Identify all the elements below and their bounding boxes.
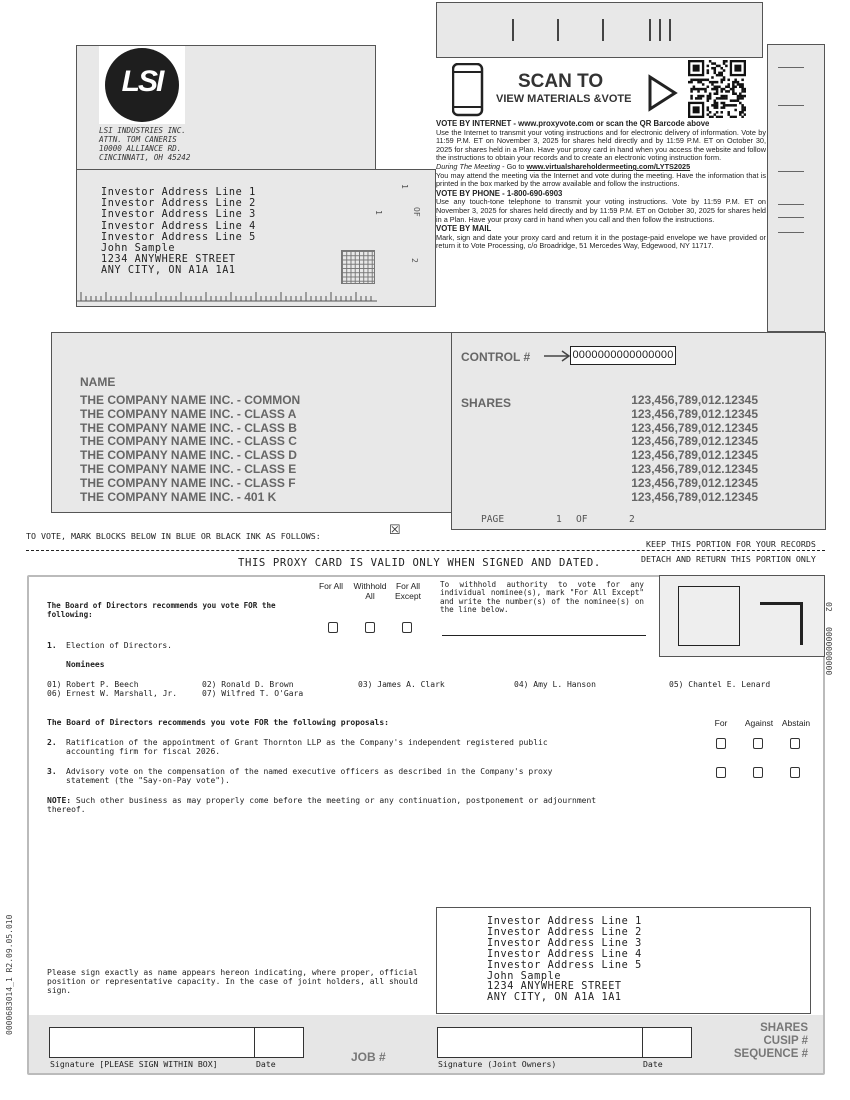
company-logo: [99, 46, 185, 124]
note-label: NOTE:: [47, 796, 72, 805]
holdings-box: [51, 332, 453, 513]
nominee-2: 02) Ronald D. Brown: [202, 680, 294, 689]
holding-name-3: THE COMPANY NAME INC. - CLASS C: [80, 434, 297, 449]
return-investor-line-2: Investor Address Line 2: [487, 926, 642, 938]
col-against: Against: [744, 718, 774, 728]
col-for: For: [714, 718, 728, 728]
meeting-goto: - Go to: [500, 161, 527, 171]
vote-phone-heading: VOTE BY PHONE - 1-800-690-6903: [436, 188, 563, 198]
signature-date-box[interactable]: [254, 1027, 304, 1058]
postnet-barcode-box: [436, 2, 763, 58]
share-amount-4: 123,456,789,012.12345: [631, 448, 758, 463]
nominee-7: 07) Wilfred T. O'Gara: [202, 689, 304, 698]
item3-text: Advisory vote on the compensation of the named executive officers as described in the Company's proxy statement (the "Say-on-Pay vote").: [66, 767, 553, 785]
share-amount-6: 123,456,789,012.12345: [631, 475, 758, 490]
nominee-3: 03) James A. Clark: [358, 680, 445, 689]
qr-code[interactable]: [688, 60, 746, 118]
holding-name-4: THE COMPANY NAME INC. - CLASS D: [80, 448, 297, 463]
investor-line-1: Investor Address Line 1: [101, 187, 256, 198]
item3-for-checkbox[interactable]: [716, 767, 726, 778]
investor-line-5: Investor Address Line 5: [101, 231, 256, 243]
page-num: 1: [556, 514, 562, 525]
item2-number: 2.: [47, 738, 57, 747]
logo-text: LSI: [121, 65, 163, 98]
left-side-code: 0000683014_1 R2.09.05.010: [5, 914, 14, 1035]
vote-mail-heading: VOTE BY MAIL: [436, 224, 492, 234]
control-number: 0000000000000000: [570, 346, 676, 365]
investor-street: 1234 ANYWHERE STREET: [101, 254, 236, 266]
return-investor-street: 1234 ANYWHERE STREET: [487, 981, 622, 993]
holding-name-5: THE COMPANY NAME INC. - CLASS E: [80, 461, 297, 476]
return-investor-line-4: Investor Address Line 4: [487, 948, 642, 960]
share-amount-7: 123,456,789,012.12345: [631, 489, 758, 504]
vote-mail-text: Mark, sign and date your proxy card and return it in the postage-paid envelope we have provided or return it to Vote Processing, c/o Broadridge, 51 Mercedes Way, Edgewood, NY 11717.: [436, 232, 766, 251]
scan-to-vote-panel: [436, 58, 768, 122]
item3-against-checkbox[interactable]: [753, 767, 763, 778]
date-label: Date: [256, 1059, 276, 1069]
right-side-strip: [767, 44, 825, 332]
name-label: NAME: [80, 375, 116, 389]
withhold-all-checkbox[interactable]: [365, 622, 375, 633]
nominee-6: 06) Ernest W. Marshall, Jr.: [47, 689, 178, 698]
item2-for-checkbox[interactable]: [716, 738, 726, 749]
joint-signature-box[interactable]: [437, 1027, 643, 1058]
shares-footer-label: SHARES: [760, 1022, 808, 1034]
sign-instructions: Please sign exactly as name appears hereon indicating, where proper, official position or representative capacity. In the case of joint holders, all should sign.: [47, 968, 418, 995]
for-all-except-checkbox[interactable]: [402, 622, 412, 633]
sender-city: CINCINNATI, OH 45242: [99, 153, 191, 162]
return-investor-line-3: Investor Address Line 3: [487, 937, 642, 949]
scan-title: SCAN TO: [518, 71, 604, 92]
col-for-all-except: For All Except: [395, 581, 421, 601]
vote-internet-text: Use the Internet to transmit your voting instructions and for electronic delivery of information. Vote by 11:59 P.M. ET on November 3, 2025 for shares held directly and by 11:59 P.M. ET on October 30, 2025 for shares held in a Plan. Have your proxy card in hand when you access the website and follow the instructions to obtain your records and to create an electronic voting instruction form.: [436, 127, 766, 163]
detach-line: [26, 550, 825, 551]
investor-line-2: Investor Address Line 2: [101, 198, 256, 210]
signature-box[interactable]: [49, 1027, 255, 1058]
arrow-right-icon: [544, 350, 572, 362]
col-withhold-all: Withhold All: [353, 581, 387, 601]
page-mark-b: 1: [374, 210, 383, 215]
investor-line-4: Investor Address Line 4: [101, 220, 256, 232]
vote-phone-text: Use any touch-tone telephone to transmit your voting instructions. Vote by 11:59 P.M. ET on November 3, 2025 for shares held directly and by 11:59 P.M. ET on October 30, 2025 for shares held in a Plan. Have your proxy card in hand when you call and then follow the instructions.: [436, 197, 766, 224]
return-investor-name: John Sample: [487, 970, 562, 982]
nominees-label: Nominees: [66, 660, 105, 669]
item3-number: 3.: [47, 767, 57, 776]
share-amount-0: 123,456,789,012.12345: [631, 393, 758, 407]
investor-address-window: [76, 169, 436, 307]
registration-grid: [341, 250, 375, 284]
return-investor-line-5: Investor Address Line 5: [487, 959, 642, 971]
joint-date-box[interactable]: [642, 1027, 692, 1058]
item2-against-checkbox[interactable]: [753, 738, 763, 749]
sender-company: LSI INDUSTRIES INC.: [99, 126, 186, 135]
joint-date-label: Date: [643, 1059, 663, 1069]
shares-label: SHARES: [461, 396, 512, 410]
meeting-prefix: During The Meeting: [436, 161, 501, 171]
investor-address-return-box: [436, 907, 811, 1014]
control-shares-box: [451, 332, 826, 530]
right-page-code: 02: [824, 602, 833, 612]
page-of: OF: [576, 514, 588, 525]
investor-name: John Sample: [101, 243, 176, 255]
page-mark-of: OF: [412, 207, 421, 217]
nominee-4: 04) Amy L. Hanson: [514, 680, 596, 689]
sequence-label: SEQUENCE #: [733, 1048, 808, 1060]
sender-street: 10000 ALLIANCE RD.: [99, 144, 182, 153]
cusip-label: CUSIP #: [763, 1035, 808, 1047]
share-amount-3: 123,456,789,012.12345: [631, 434, 758, 449]
page-label: PAGE: [481, 514, 505, 525]
vote-internet-heading: VOTE BY INTERNET - www.proxyvote.com or scan the QR Barcode above: [436, 119, 710, 128]
item1-number: 1.: [47, 641, 57, 650]
meeting-url-link[interactable]: www.virtualshareholdermeeting.com/LYTS2025: [526, 161, 691, 171]
col-abstain: Abstain: [781, 718, 811, 728]
item2-text: Ratification of the appointment of Grant Thornton LLP as the Company's independent registered public accounting firm for fiscal 2026.: [66, 738, 548, 756]
item3-abstain-checkbox[interactable]: [790, 767, 800, 778]
right-side-code: 0000000000: [824, 627, 833, 676]
share-amount-2: 123,456,789,012.12345: [631, 420, 758, 435]
note-paragraph: [47, 796, 627, 814]
nominee-5: 05) Chantel E. Lenard: [669, 680, 771, 689]
withhold-instructions: To withhold authority to vote for any individual nominee(s), mark "For All Except" and write the number(s) of the nominee(s) on the line below.: [440, 580, 644, 615]
mark-example-symbol: ☒: [389, 522, 401, 537]
col-for-all: For All: [318, 581, 344, 591]
detach-return-text: DETACH AND RETURN THIS PORTION ONLY: [641, 554, 816, 564]
sender-address-box: [76, 45, 376, 170]
share-amount-1: 123,456,789,012.12345: [631, 406, 758, 421]
item2-abstain-checkbox[interactable]: [790, 738, 800, 749]
smartphone-icon: [452, 63, 484, 117]
page-mark-c: 2: [410, 258, 419, 263]
return-investor-city: ANY CITY, ON A1A 1A1: [487, 992, 622, 1004]
play-arrow-icon: [647, 74, 679, 112]
share-amount-5: 123,456,789,012.12345: [631, 461, 758, 476]
nominee-number-line[interactable]: [442, 635, 646, 636]
holding-name-6: THE COMPANY NAME INC. - CLASS F: [80, 475, 296, 490]
joint-signature-label: Signature (Joint Owners): [438, 1059, 557, 1069]
valid-when-signed-text: THIS PROXY CARD IS VALID ONLY WHEN SIGNED AND DATED.: [238, 557, 601, 569]
scan-subtitle: VIEW MATERIALS &VOTE: [496, 93, 632, 105]
meeting-text: You may attend the meeting via the Internet and vote during the meeting. Have the information that is printed in the box marked by the arrow available and follow the instructions.: [436, 170, 766, 189]
signature-label: Signature [PLEASE SIGN WITHIN BOX]: [50, 1059, 218, 1069]
job-label: JOB #: [351, 1050, 386, 1064]
mark-instructions: TO VOTE, MARK BLOCKS BELOW IN BLUE OR BLACK INK AS FOLLOWS:: [26, 531, 321, 541]
board-recommendation-1: The Board of Directors recommends you vote FOR the following:: [47, 601, 276, 619]
scanline-box: [659, 575, 825, 657]
keep-records-text: KEEP THIS PORTION FOR YOUR RECORDS: [646, 539, 816, 549]
investor-city: ANY CITY, ON A1A 1A1: [101, 265, 236, 277]
nominee-1: 01) Robert P. Beech: [47, 680, 139, 689]
holding-name-2: THE COMPANY NAME INC. - CLASS B: [80, 420, 297, 435]
holding-name-0: THE COMPANY NAME INC. - COMMON: [80, 393, 301, 407]
for-all-checkbox[interactable]: [328, 622, 338, 633]
page-mark-a: 1: [400, 184, 409, 189]
control-label: CONTROL #: [461, 350, 531, 364]
return-investor-line-1: Investor Address Line 1: [487, 916, 642, 927]
page-total: 2: [629, 514, 635, 525]
item1-text: Election of Directors.: [66, 641, 172, 650]
note-text: Such other business as may properly come before the meeting or any continuation, postponement or adjournment thereof.: [47, 796, 597, 814]
investor-line-3: Investor Address Line 3: [101, 209, 256, 221]
alignment-ruler: [77, 288, 377, 302]
holding-name-7: THE COMPANY NAME INC. - 401 K: [80, 489, 277, 504]
board-recommendation-2: The Board of Directors recommends you vote FOR the following proposals:: [47, 718, 389, 727]
holding-name-1: THE COMPANY NAME INC. - CLASS A: [80, 406, 297, 421]
sender-attn: ATTN. TOM CANERIS: [99, 135, 177, 144]
